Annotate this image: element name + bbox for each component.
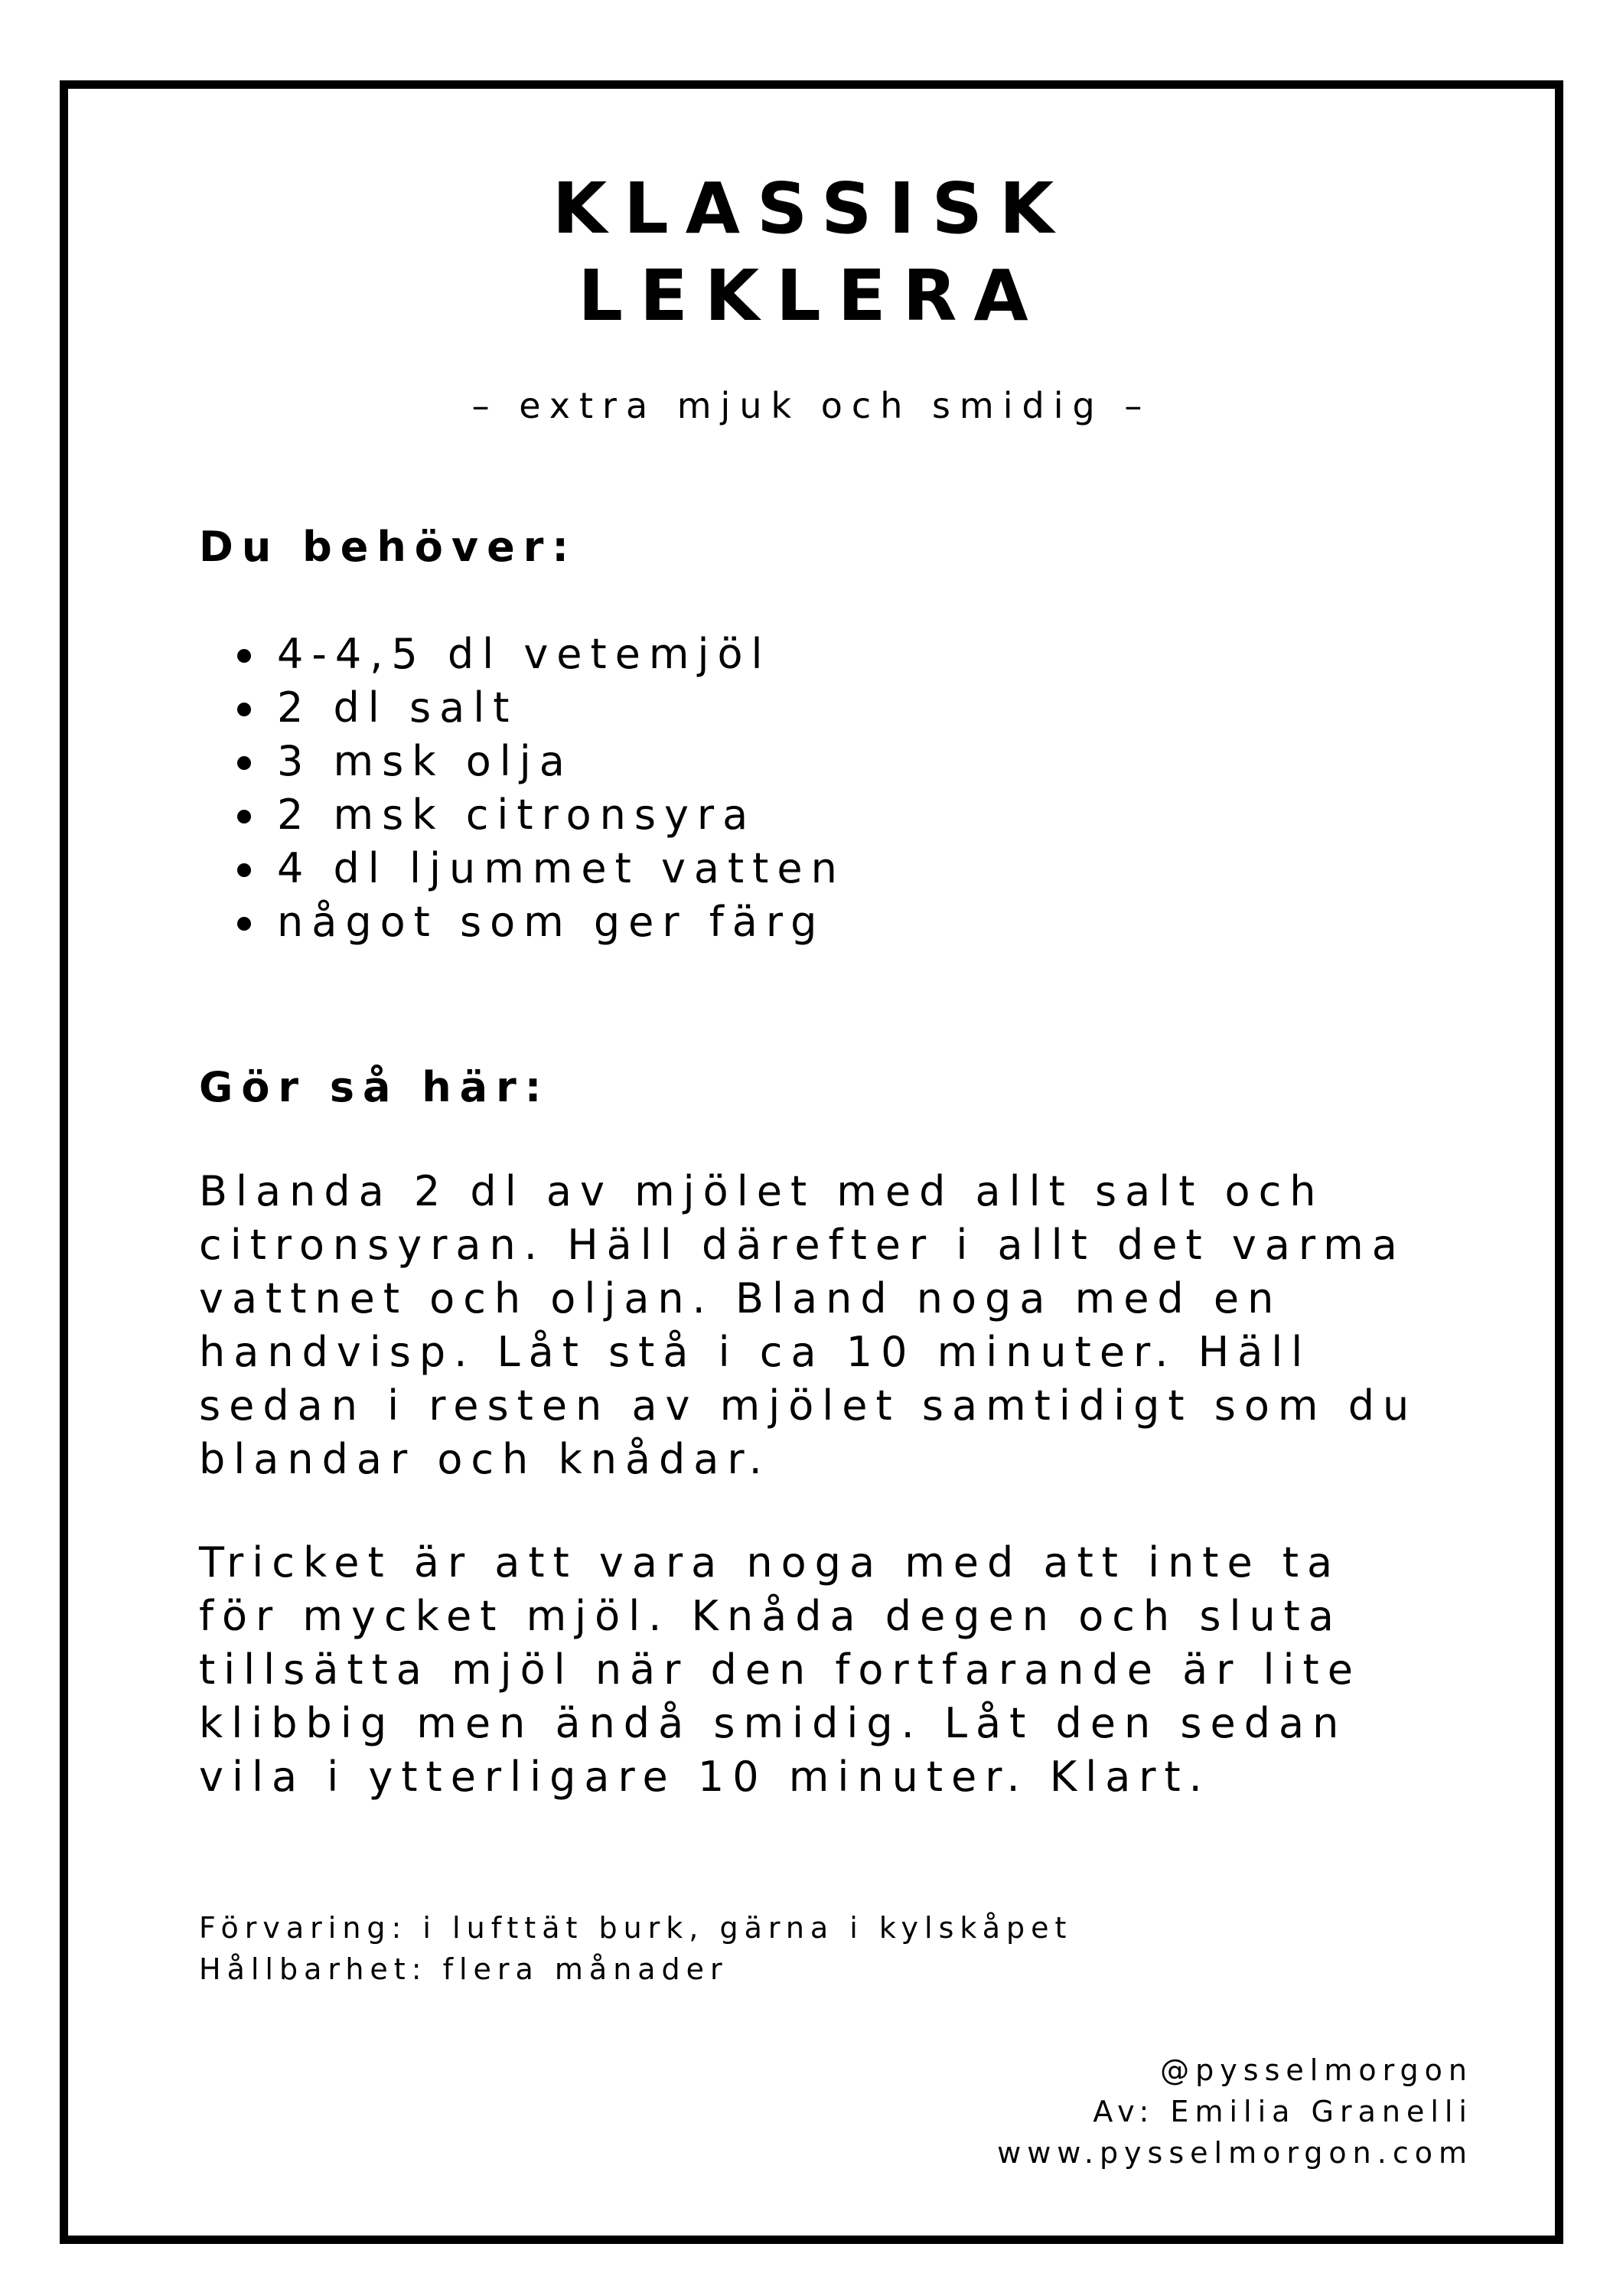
social-handle: @pysselmorgon: [1160, 2053, 1473, 2087]
bullet-icon: [237, 917, 251, 931]
website: www.pysselmorgon.com: [997, 2136, 1473, 2170]
title-line-1: KLASSISK: [552, 168, 1071, 249]
instructions-paragraph-2: [199, 1536, 1469, 1804]
ingredient-text: 4-4,5 dl vetemjöl: [277, 630, 771, 678]
title-line-2: LEKLERA: [578, 255, 1045, 337]
paragraph-line: citronsyran. Häll därefter i allt det varma: [199, 1221, 1406, 1269]
bullet-icon: [237, 649, 251, 663]
instructions-heading: Gör så här:: [199, 1063, 550, 1111]
list-item: [230, 895, 846, 949]
ingredient-text: 2 dl salt: [277, 683, 518, 732]
paragraph-line: sedan i resten av mjölet samtidigt som du: [199, 1381, 1418, 1430]
bullet-icon: [237, 810, 251, 823]
paragraph-line: handvisp. Låt stå i ca 10 minuter. Häll: [199, 1328, 1312, 1376]
bullet-icon: [237, 756, 251, 770]
paragraph-line: vila i ytterligare 10 minuter. Klart.: [199, 1753, 1211, 1801]
list-item: [230, 788, 846, 842]
paragraph-line: vattnet och oljan. Bland noga med en: [199, 1274, 1282, 1322]
ingredient-text: något som ger färg: [277, 898, 826, 946]
list-item: [230, 628, 846, 681]
ingredient-text: 4 dl ljummet vatten: [277, 844, 846, 892]
paragraph-line: för mycket mjöl. Knåda degen och sluta: [199, 1592, 1342, 1640]
ingredient-text: 2 msk citronsyra: [277, 791, 757, 839]
list-item: [230, 735, 846, 788]
ingredient-text: 3 msk olja: [277, 737, 573, 785]
credits: [997, 2050, 1473, 2174]
paragraph-line: tillsätta mjöl när den fortfarande är lite: [199, 1645, 1361, 1694]
author: Av: Emilia Granelli: [1093, 2095, 1473, 2128]
paragraph-line: blandar och knådar.: [199, 1435, 771, 1483]
instructions-paragraph-1: [199, 1165, 1469, 1486]
paragraph-line: Blanda 2 dl av mjölet med allt salt och: [199, 1167, 1325, 1215]
ingredients-list: [230, 628, 846, 949]
bullet-icon: [237, 863, 251, 877]
storage-line: Förvaring: i lufttät burk, gärna i kylskåpet: [199, 1911, 1073, 1945]
shelf-life-line: Hållbarhet: flera månader: [199, 1952, 728, 1986]
list-item: [230, 681, 846, 735]
ingredients-heading: Du behöver:: [199, 523, 577, 571]
paragraph-line: klibbig men ändå smidig. Låt den sedan: [199, 1699, 1348, 1747]
list-item: [230, 842, 846, 895]
paragraph-line: Tricket är att vara noga med att inte ta: [199, 1538, 1341, 1587]
bullet-icon: [237, 703, 251, 716]
storage-info: [199, 1907, 1072, 1990]
subtitle: – extra mjuk och smidig –: [471, 385, 1152, 426]
